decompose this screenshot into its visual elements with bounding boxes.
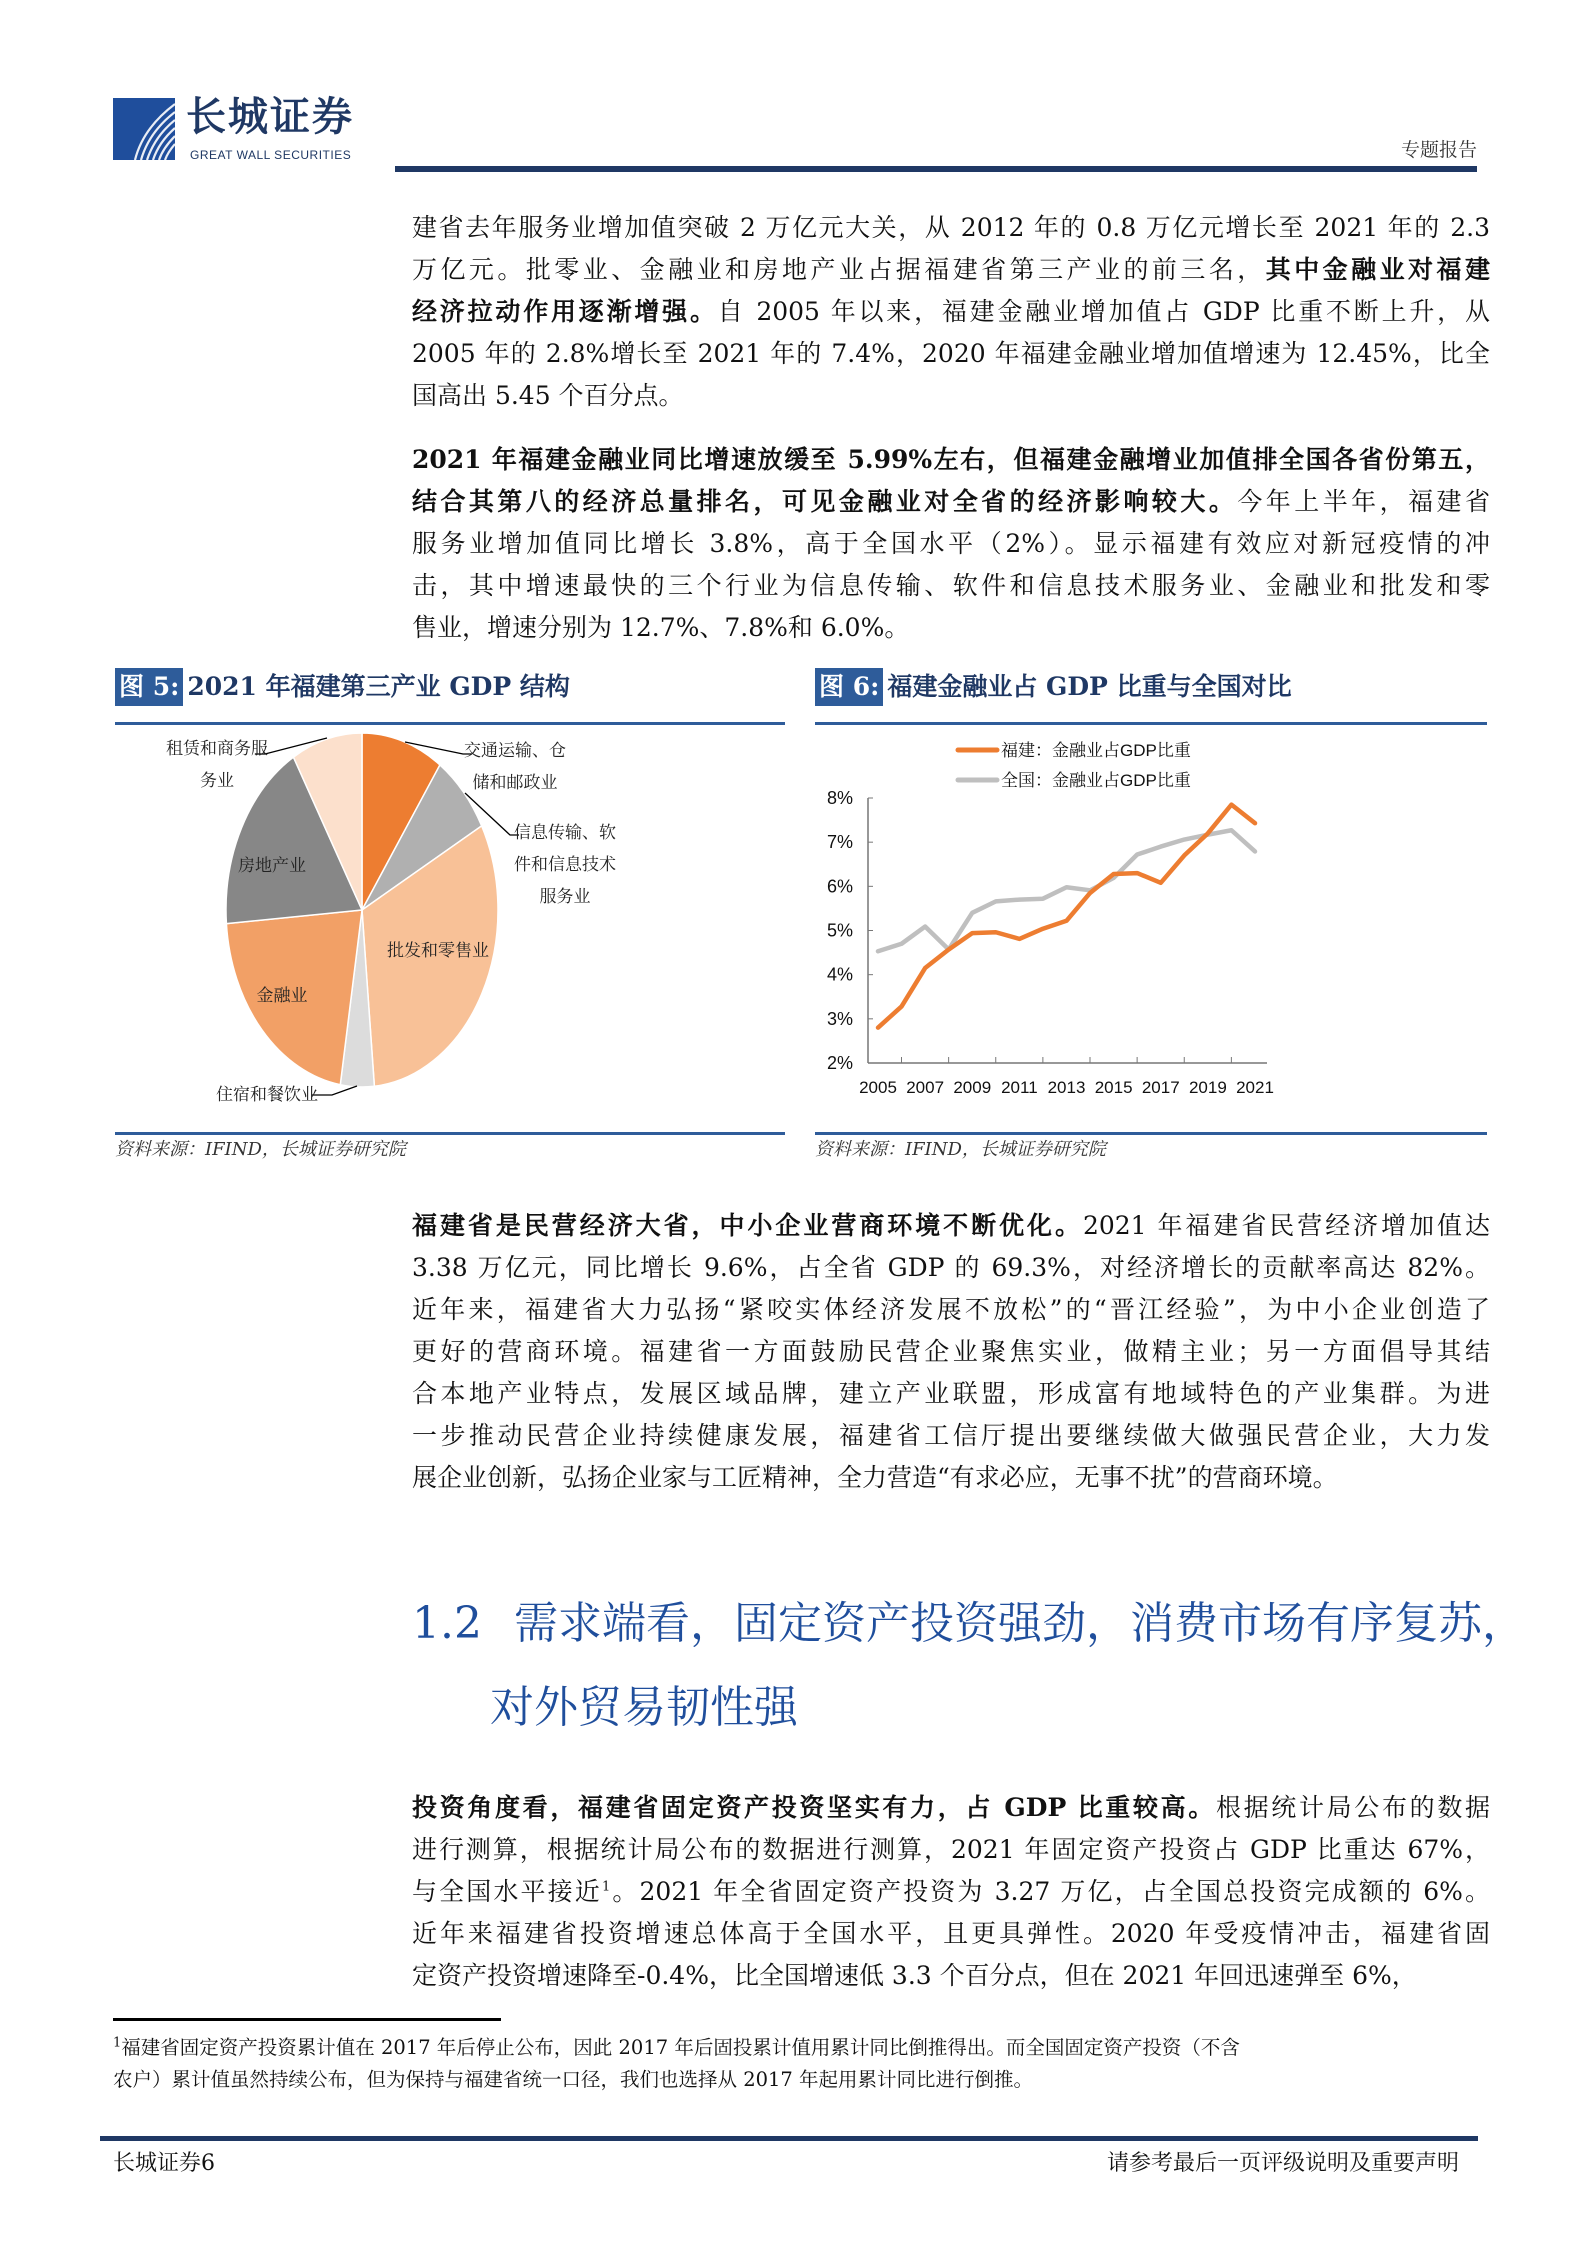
text-line (412, 1415, 1490, 1457)
text-segment: 与全国水平接近 (412, 1877, 602, 1906)
footnote-line-1: 福建省固定资产投资累计值在 2017 年后停止公布，因此 2017 年后固投累计值用累计同比倒推得出。而全国固定资产投资（不含 (121, 2036, 1240, 2059)
y-tick-label: 2% (826, 1053, 853, 1073)
text-line (412, 481, 1490, 523)
pie-label: 住宿和餐饮业 (216, 1085, 318, 1104)
series-line-1 (878, 830, 1255, 951)
bold-text: 其中金融业对福建 (1265, 255, 1490, 284)
text-segment: 。2021 年全省固定资产投资为 3.27 万亿，占全国总投资完成额的 6%。 (610, 1877, 1490, 1906)
legend-label: 全国：金融业占GDP比重 (1001, 771, 1191, 790)
text-line (412, 1955, 1490, 1997)
figure-5-tag: 图 5: (115, 668, 183, 706)
footer-divider (100, 2136, 1478, 2141)
text-line (412, 565, 1490, 607)
x-tick-label: 2017 (1141, 1078, 1180, 1097)
section-title-line-1: 需求端看，固定资产投资强劲，消费市场有序复苏， (513, 1598, 1526, 1649)
great-wall-logo-icon (113, 98, 175, 160)
footnote-reference[interactable]: 1 (601, 1879, 611, 1895)
x-tick-label: 2009 (953, 1078, 992, 1097)
text-segment: 展企业创新，弘扬企业家与工匠精神，全力营造“有求必应，无事不扰”的营商环境。 (412, 1463, 1338, 1492)
footnote-line-2: 农户）累计值虽然持续公布，但为保持与福建省统一口径，我们也选择从 2017 年起用累计同比进行倒推。 (113, 2068, 1034, 2091)
text-line (412, 1205, 1490, 1247)
pie-label: 服务业 (539, 887, 591, 906)
text-segment: 进行测算，根据统计局公布的数据进行测算，2021 年固定资产投资占 GDP 比重达 67%， (412, 1835, 1490, 1864)
pie-label: 交通运输、仓 (464, 741, 566, 760)
figure-6-title (815, 668, 1292, 706)
bold-text: 结合其第八的经济总量排名，可见金融业对全省的经济影响较大。 (412, 487, 1238, 516)
y-tick-label: 7% (826, 832, 853, 853)
text-line (412, 291, 1490, 333)
bold-text: 投资角度看，福建省固定资产投资坚实有力，占 GDP 比重较高。 (412, 1793, 1216, 1822)
text-line (412, 249, 1490, 291)
figure-5-caption: 2021 年福建第三产业 GDP 结构 (187, 672, 570, 701)
text-segment: 合本地产业特点，发展区域品牌，建立产业联盟，形成富有地域特色的产业集群。为进 (412, 1379, 1490, 1408)
paragraph-2 (412, 439, 1490, 649)
figure-5-source: 资料来源：IFIND，长城证券研究院 (115, 1139, 406, 1160)
x-tick-label: 2019 (1188, 1078, 1227, 1097)
logo-subtext: GREAT WALL SECURITIES (190, 148, 352, 162)
x-tick-label: 2021 (1236, 1078, 1274, 1097)
text-segment: 今年上半年，福建省 (1237, 487, 1490, 516)
line-chart (815, 726, 1487, 1131)
paragraph-3 (412, 1205, 1490, 1499)
text-segment: 近年来福建省投资增速总体高于全国水平，且更具弹性。2020 年受疫情冲击，福建省固 (412, 1919, 1490, 1948)
logo-mark (113, 98, 175, 160)
pie-label: 件和信息技术 (514, 855, 616, 874)
figure-6-source: 资料来源：IFIND，长城证券研究院 (815, 1139, 1106, 1160)
pie-label: 储和邮政业 (472, 773, 558, 792)
figure-5-title (115, 668, 570, 706)
figure-6-top-rule (815, 722, 1487, 725)
text-segment: 定资产投资增速降至-0.4%，比全国增速低 3.3 个百分点，但在 2021 年回迅速弹至 6%， (412, 1961, 1417, 1990)
x-tick-label: 2015 (1094, 1078, 1133, 1097)
bold-text: 经济拉动作用逐渐增强。 (412, 297, 718, 326)
text-segment: 售业，增速分别为 12.7%、7.8%和 6.0%。 (412, 613, 910, 642)
text-line (412, 1787, 1490, 1829)
footnote (113, 2032, 1493, 2096)
text-segment: 一步推动民营企业持续健康发展，福建省工信厅提出要继续做大做强民营企业，大力发 (412, 1421, 1490, 1450)
pie-chart (115, 726, 785, 1131)
text-segment: 2005 年的 2.8%增长至 2021 年的 7.4%，2020 年福建金融业增加值增速为 12.45%，比全 (412, 339, 1490, 368)
bold-text: 福建省是民营经济大省，中小企业营商环境不断优化。 (412, 1211, 1083, 1240)
text-line (412, 1829, 1490, 1871)
footnote-marker: 1 (113, 2035, 122, 2051)
y-tick-label: 3% (826, 1008, 853, 1029)
header-divider (395, 166, 1477, 172)
section-heading (412, 1596, 1526, 1652)
x-tick-label: 2013 (1047, 1078, 1086, 1097)
figure-6-caption: 福建金融业占 GDP 比重与全国对比 (887, 672, 1292, 701)
pie-label: 批发和零售业 (387, 941, 489, 960)
text-line (412, 1913, 1490, 1955)
text-line (412, 1331, 1490, 1373)
text-segment: 更好的营商环境。福建省一方面鼓励民营企业聚焦实业，做精主业；另一方面倡导其结 (412, 1337, 1490, 1366)
text-line (412, 523, 1490, 565)
y-tick-label: 8% (826, 788, 853, 808)
figure-6-tag: 图 6: (815, 668, 883, 706)
text-line (412, 375, 1490, 417)
section-number: 1.2 (412, 1598, 482, 1649)
pie-label: 务业 (200, 771, 234, 790)
footnote-divider (113, 2018, 501, 2021)
text-line (412, 1373, 1490, 1415)
logo-text: 长城证券 (186, 93, 354, 140)
text-line (412, 1871, 1490, 1913)
text-segment: 根据统计局公布的数据 (1215, 1793, 1490, 1822)
text-line (412, 1247, 1490, 1289)
text-line (412, 439, 1490, 481)
pie-label: 金融业 (256, 986, 308, 1005)
leader-line (312, 1086, 357, 1095)
paragraph-1 (412, 207, 1490, 417)
pie-label: 房地产业 (238, 856, 306, 875)
figure-6-bottom-rule (815, 1132, 1487, 1135)
report-type: 专题报告 (1400, 139, 1477, 161)
text-segment: 服务业增加值同比增长 3.8%，高于全国水平（2%）。显示福建有效应对新冠疫情的冲 (412, 529, 1490, 558)
text-line (412, 607, 1490, 649)
x-tick-label: 2007 (906, 1078, 945, 1097)
text-segment: 2021 年福建省民营经济增加值达 (1082, 1211, 1490, 1240)
text-line (412, 333, 1490, 375)
text-segment: 近年来，福建省大力弘扬“紧咬实体经济发展不放松”的“晋江经验”，为中小企业创造了 (412, 1295, 1490, 1324)
pie-label: 租赁和商务服 (166, 739, 268, 758)
text-segment: 万亿元。批零业、金融业和房地产业占据福建省第三产业的前三名， (412, 255, 1266, 284)
paragraph-4 (412, 1787, 1490, 1997)
x-tick-label: 2011 (1001, 1078, 1038, 1097)
text-segment: 3.38 万亿元，同比增长 9.6%，占全省 GDP 的 69.3%，对经济增长的贡献率高达 82%。 (412, 1253, 1490, 1282)
footer-disclaimer: 请参考最后一页评级说明及重要声明 (1106, 2151, 1459, 2176)
text-line (412, 207, 1490, 249)
bold-text: 2021 年福建金融业同比增速放缓至 5.99%左右，但福建金融增业加值排全国各省份第五， (412, 445, 1490, 474)
text-segment: 国高出 5.45 个百分点。 (412, 381, 684, 410)
y-tick-label: 5% (826, 920, 853, 941)
figure-5-top-rule (115, 722, 785, 725)
text-line (412, 1289, 1490, 1331)
text-segment: 建省去年服务业增加值突破 2 万亿元大关，从 2012 年的 0.8 万亿元增长至 2021 年的 2.3 (412, 213, 1490, 242)
text-segment: 自 2005 年以来，福建金融业增加值占 GDP 比重不断上升，从 (717, 297, 1490, 326)
footer-page: 长城证券6 (113, 2151, 215, 2176)
text-segment: 击，其中增速最快的三个行业为信息传输、软件和信息技术服务业、金融业和批发和零 (412, 571, 1490, 600)
x-tick-label: 2005 (859, 1078, 897, 1097)
figure-5-bottom-rule (115, 1132, 785, 1135)
section-title-line-2: 对外贸易韧性强 (490, 1682, 798, 1733)
y-tick-label: 4% (826, 964, 853, 985)
y-tick-label: 6% (826, 876, 853, 897)
text-line (412, 1457, 1490, 1499)
pie-label: 信息传输、软 (514, 823, 616, 842)
legend-label: 福建：金融业占GDP比重 (1001, 741, 1191, 760)
